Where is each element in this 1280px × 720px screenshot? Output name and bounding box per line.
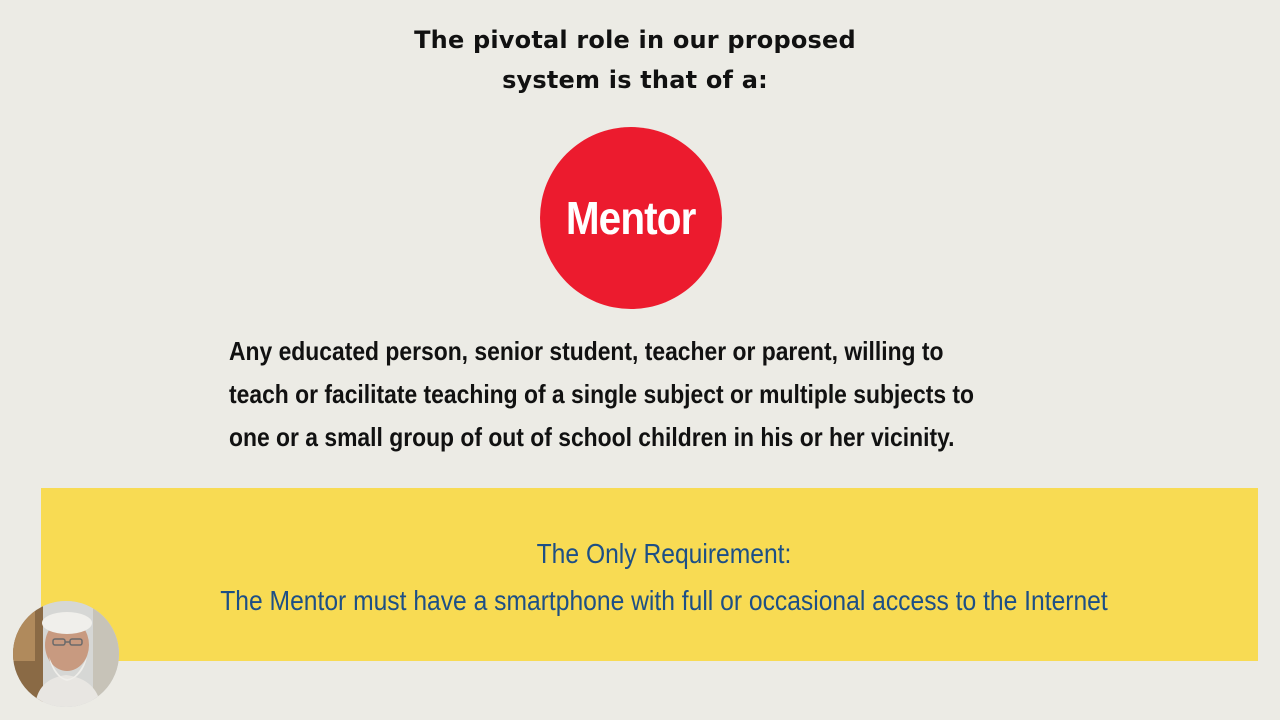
presenter-webcam-icon: [13, 601, 119, 707]
mentor-description: [229, 330, 1021, 459]
slide-heading: [0, 20, 1270, 100]
heading-line-1: The pivotal role in our proposed: [414, 26, 856, 54]
heading-line-2: system is that of a:: [502, 66, 768, 94]
requirement-banner: [41, 488, 1258, 661]
requirement-text: The Mentor must have a smartphone with full or occasional access to the Internet: [220, 585, 1108, 616]
description-line-1: Any educated person, senior student, teacher or parent, willing to: [229, 336, 944, 366]
presenter-portrait-icon: [13, 601, 119, 707]
mentor-badge-label: Mentor: [566, 192, 696, 244]
description-line-3: one or a small group of out of school children in his or her vicinity.: [229, 422, 955, 452]
requirement-title: The Only Requirement:: [536, 538, 792, 569]
mentor-badge: [540, 127, 722, 309]
description-line-2: teach or facilitate teaching of a single subject or multiple subjects to: [229, 379, 975, 409]
